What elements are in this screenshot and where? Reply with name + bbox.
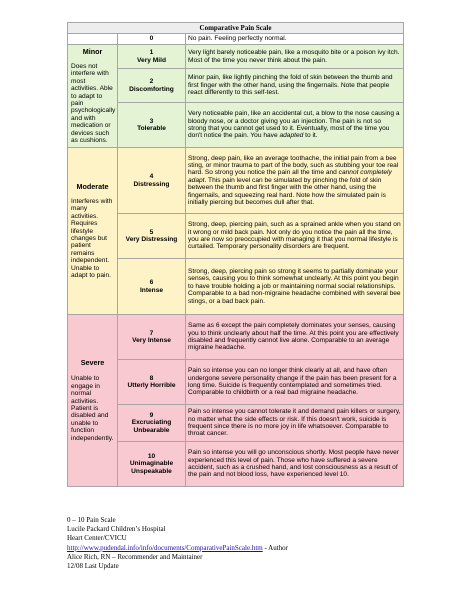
document-footer bbox=[67, 516, 288, 571]
table-row bbox=[68, 34, 404, 45]
level-10 bbox=[118, 442, 186, 487]
footer-hospital: Lucile Packard Children’s Hospital bbox=[67, 525, 166, 534]
level-1-description: Very light barely noticeable pain, like a mosquito bite or a poison ivy itch. Most of the time you never think about the pain. bbox=[186, 45, 404, 69]
author-suffix: - Author bbox=[262, 543, 288, 552]
table-row bbox=[68, 69, 404, 103]
level-number: 9 bbox=[149, 411, 154, 419]
category-name: Severe bbox=[80, 357, 105, 367]
category-severe bbox=[68, 315, 118, 487]
level-8 bbox=[118, 360, 186, 405]
level-1 bbox=[118, 45, 186, 69]
level-number: 10 bbox=[147, 452, 156, 460]
table-row bbox=[68, 315, 404, 360]
table-row bbox=[68, 259, 404, 315]
level-0-number: 0 bbox=[118, 34, 186, 45]
level-4 bbox=[118, 148, 186, 214]
level-10-description: Pain so intense you will go unconscious shortly. Most people have never experienced this level of pain. Those who have suffered a severe accident, such as a crushed hand, and lost consciousness as a result of the pain and not blood loss, have experienced level 10. bbox=[186, 442, 404, 487]
table-row bbox=[68, 214, 404, 259]
category-description: Interferes with many activities. Requires lifestyle changes but patient remains independent. Unable to adapt to pain. bbox=[71, 197, 113, 280]
level-name: Excruciating Unbearable bbox=[131, 419, 172, 434]
table-title: Comparative Pain Scale bbox=[68, 23, 404, 34]
category-minor bbox=[68, 45, 118, 148]
table-row bbox=[68, 360, 404, 405]
level-number: 3 bbox=[149, 117, 154, 125]
level-5-description: Strong, deep, piercing pain, such as a sprained ankle when you stand on it wrong or mild back pain. Not only do you notice the pain all the time, you are now so preoccupied with managing it that you normal lifestyle is curtailed. Temporary personality disorders are frequent. bbox=[186, 214, 404, 259]
level-9-description: Pain so intense you cannot tolerate it and demand pain killers or surgery, no matter what the side effects or risk. If this doesn't work, suicide is frequent since there is no more joy in life whatsoever. Comparable to throat cancer. bbox=[186, 405, 404, 442]
pain-scale-sheet bbox=[67, 22, 403, 487]
level-name: Unimaginable Unspeakable bbox=[129, 460, 174, 475]
level-number: 7 bbox=[149, 329, 154, 337]
footer-maintainer: Alice Rich, RN – Recommender and Maintainer bbox=[67, 552, 203, 561]
footer-author-line bbox=[67, 544, 288, 553]
level-5 bbox=[118, 214, 186, 259]
level-3-description: Very noticeable pain, like an accidental cut, a blow to the nose causing a bloody nose, or a doctor giving you an injection. The pain is not so strong that you cannot get used to it. Eventually, most of the time you don't notice the pain. You have adapted to it. bbox=[186, 103, 404, 148]
table-row bbox=[68, 148, 404, 214]
level-name: Very Intense bbox=[132, 337, 171, 344]
level-6 bbox=[118, 259, 186, 315]
level-number: 6 bbox=[149, 279, 154, 287]
level-name: Discomforting bbox=[129, 85, 174, 93]
category-moderate bbox=[68, 148, 118, 315]
level-3 bbox=[118, 103, 186, 148]
category-cell-empty bbox=[68, 34, 118, 45]
level-0-description: No pain. Feeling perfectly normal. bbox=[186, 34, 404, 45]
level-7 bbox=[118, 315, 186, 360]
level-name: Very Distressing bbox=[125, 236, 178, 243]
category-name: Minor bbox=[82, 46, 103, 56]
level-number: 4 bbox=[149, 173, 154, 181]
level-9 bbox=[118, 405, 186, 442]
table-row bbox=[68, 442, 404, 487]
source-link[interactable]: http://www.pudendal.info/info/documents/ComparativePainScale.htm bbox=[67, 543, 263, 552]
level-2 bbox=[118, 69, 186, 103]
level-6-description: Strong, deep, piercing pain so strong it seems to partially dominate your senses, causing you to think somewhat unclearly. At this point you begin to have trouble holding a job or maintaining normal social relationships. Comparable to a bad non-migraine headache combined with several bee stings, or a bad back pain. bbox=[186, 259, 404, 315]
level-8-description: Pain so intense you can no longer think clearly at all, and have often undergone severe personality change if the pain has been present for a long time. Suicide is frequently contemplated and sometimes tried. Comparable to childbirth or a real bad migraine headache. bbox=[186, 360, 404, 405]
footer-scale-label: 0 – 10 Pain Scale bbox=[67, 516, 116, 524]
level-name: Distressing bbox=[133, 180, 170, 188]
category-description: Does not interfere with most activities. Able to adapt to pain psychologically and with medication or devices such as cushions. bbox=[71, 62, 116, 145]
level-number: 8 bbox=[149, 374, 154, 382]
table-row bbox=[68, 103, 404, 148]
table-row bbox=[68, 45, 404, 69]
table-row bbox=[68, 405, 404, 442]
level-name: Intense bbox=[139, 286, 164, 294]
level-name: Tolerable bbox=[137, 125, 166, 132]
level-name: Utterly Horrible bbox=[127, 382, 176, 389]
comparative-pain-scale-table bbox=[67, 22, 404, 487]
footer-department: Heart Center/CVICU bbox=[67, 534, 127, 543]
level-name: Very Mild bbox=[137, 56, 166, 64]
level-4-description: Strong, deep pain, like an average toothache, the initial pain from a bee sting, or minor trauma to part of the body, such as stubbing your toe real hard. So strong you notice the pain all the time and cannot completely adapt. This pain level can be simulated by pinching the fold of skin between the thumb and first finger with the other hand, using the fingernails, and squeezing real hard. Note how the simulated pain is initially piercing but becomes dull after that. bbox=[186, 148, 404, 214]
level-2-description: Minor pain, like lightly pinching the fold of skin between the thumb and first finger with the other hand, using the fingernails. Note that people react differently to this self-test. bbox=[186, 69, 404, 103]
level-number: 2 bbox=[149, 78, 154, 86]
level-number: 5 bbox=[149, 228, 154, 236]
level-7-description: Same as 6 except the pain completely dominates your senses, causing you to think unclearly about half the time. At this point you are effectively disabled and frequently cannot live alone. Comparable to an average migraine headache. bbox=[186, 315, 404, 360]
level-number: 1 bbox=[149, 49, 154, 57]
footer-last-update: 12/08 Last Update bbox=[67, 562, 119, 571]
category-name: Moderate bbox=[76, 181, 109, 191]
category-description: Unable to engage in normal activities. Patient is disabled and unable to function independently. bbox=[71, 375, 114, 442]
